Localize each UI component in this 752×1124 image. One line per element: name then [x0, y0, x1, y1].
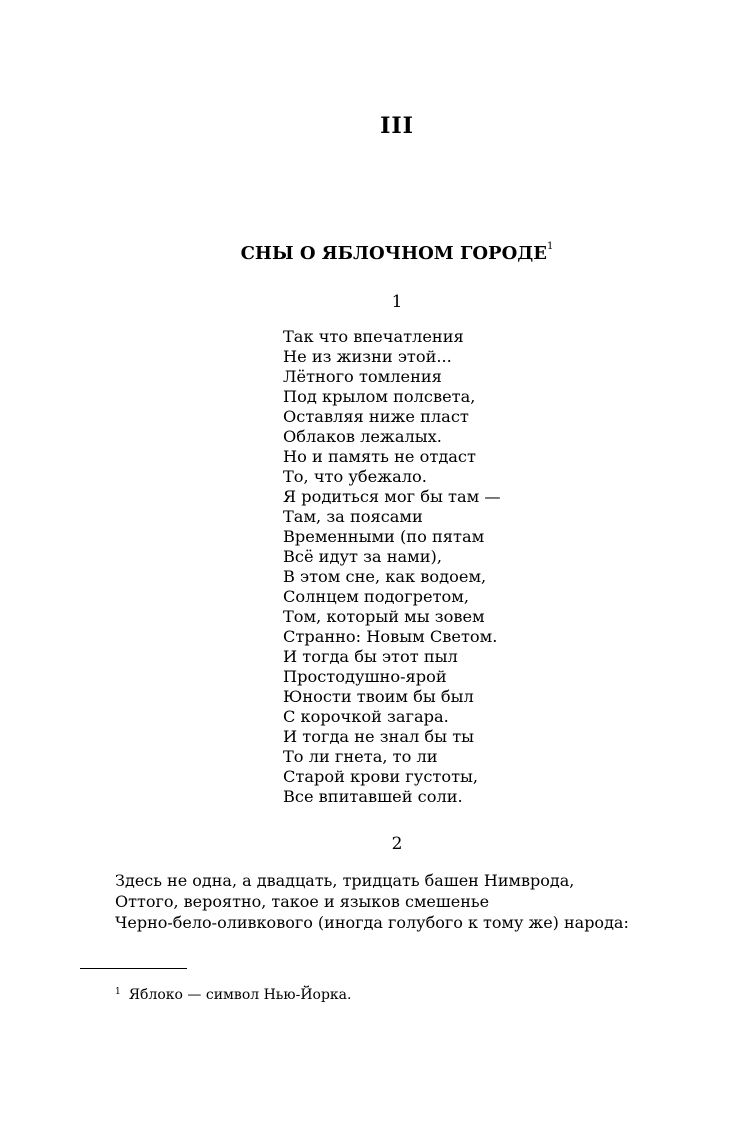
footnote-reference: 1 — [547, 241, 554, 252]
footnote-text: Яблоко — символ Нью-Йорка. — [128, 987, 352, 1003]
verse-line: Оставляя ниже пласт — [283, 407, 469, 426]
verse-line: Лётного томления — [283, 367, 442, 386]
verse-line: Облаков лежалых. — [283, 427, 442, 446]
verse-line: Здесь не одна, а двадцать, тридцать башен Нимврода, — [115, 871, 575, 890]
verse-line: Так что впечатления — [283, 327, 464, 346]
verse-line: Старой крови густоты, — [283, 767, 479, 786]
verse-line: Черно-бело-оливкового (иногда голубого к тому же) народа: — [115, 913, 629, 932]
verse-line: Под крылом полсвета, — [283, 387, 476, 406]
verse-part-2 — [115, 870, 629, 933]
verse-line: Странно: Новым Светом. — [283, 627, 498, 646]
verse-line: Но и память не отдаст — [283, 447, 476, 466]
verse-line: То, что убежало. — [283, 467, 427, 486]
verse-line: Не из жизни этой... — [283, 347, 452, 366]
verse-line: В этом сне, как водоем, — [283, 567, 487, 586]
verse-line: Я родиться мог бы там — — [283, 487, 501, 506]
verse-line: Временными (по пятам — [283, 527, 485, 546]
footnote-marker: 1 — [115, 987, 121, 997]
verse-line: Том, который мы зовем — [283, 607, 485, 626]
section-numeral: III — [380, 113, 414, 139]
verse-line: Все впитавшей соли. — [283, 787, 463, 806]
verse-line: То ли гнета, то ли — [283, 747, 438, 766]
verse-line: Солнцем подогретом, — [283, 587, 470, 606]
footnote-rule — [80, 968, 187, 969]
verse-line: Там, за поясами — [283, 507, 423, 526]
part-number-1: 1 — [391, 292, 403, 312]
verse-line: Юности твоим бы был — [283, 687, 474, 706]
verse-part-1 — [283, 327, 501, 807]
verse-line: Всё идут за нами), — [283, 547, 442, 566]
verse-line: Простодушно-ярой — [283, 667, 447, 686]
verse-line: И тогда бы этот пыл — [283, 647, 458, 666]
part-number-2: 2 — [391, 834, 403, 854]
footnote — [115, 987, 351, 1003]
verse-line: Оттого, вероятно, такое и языков смешенье — [115, 892, 490, 911]
poem-title — [0, 243, 752, 264]
poem-title-text: СНЫ О ЯБЛОЧНОМ ГОРОДЕ — [240, 243, 547, 264]
verse-line: С корочкой загара. — [283, 707, 449, 726]
verse-line: И тогда не знал бы ты — [283, 727, 475, 746]
